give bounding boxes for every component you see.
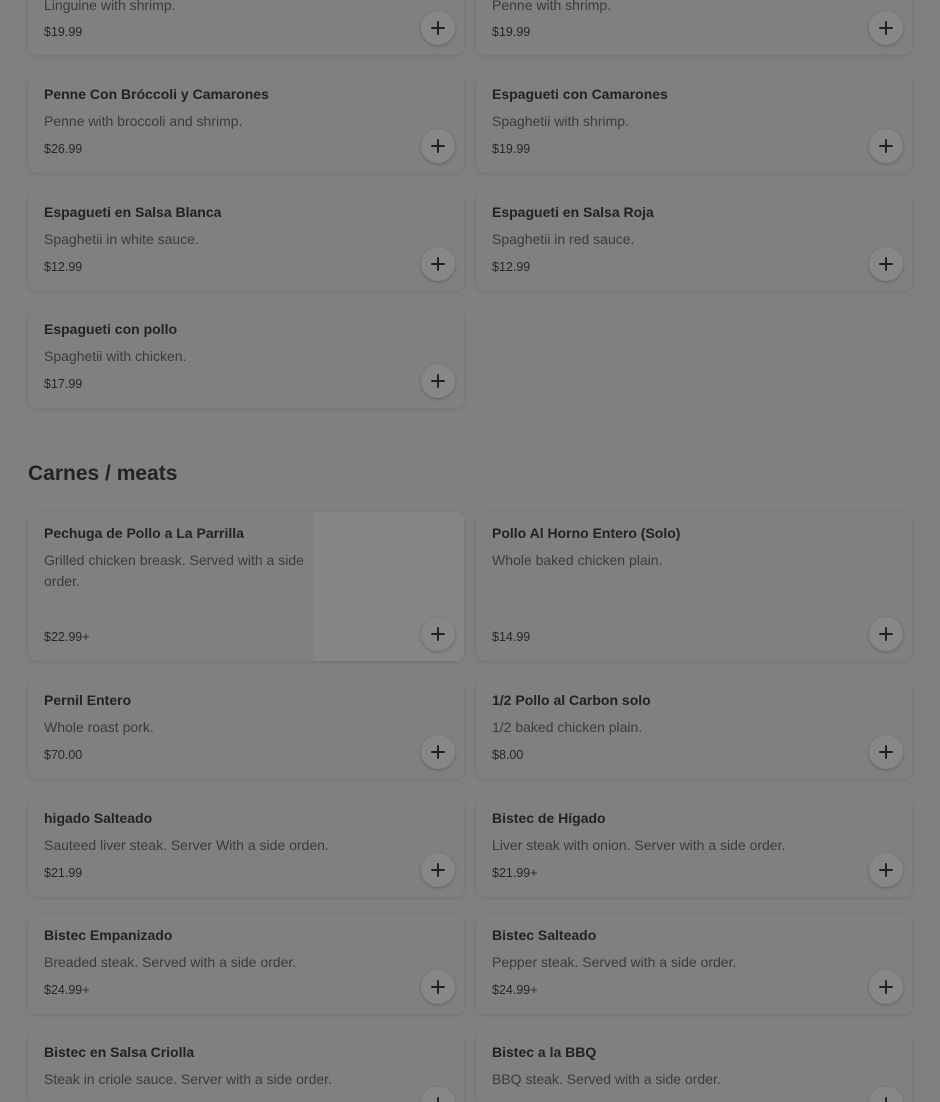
- plus-icon: [879, 745, 893, 759]
- item-description: Pepper steak. Served with a side order.: [492, 954, 737, 970]
- item-name: Espagueti con Camarones: [492, 86, 668, 102]
- menu-item-card[interactable]: [476, 914, 912, 1014]
- add-item-button[interactable]: [869, 1087, 903, 1102]
- plus-icon: [879, 21, 893, 35]
- menu-item-card[interactable]: [28, 73, 464, 173]
- item-price: $12.99: [44, 260, 83, 274]
- add-item-button[interactable]: [421, 247, 455, 281]
- item-price: $17.99: [44, 377, 83, 391]
- item-description: Spaghetii in white sauce.: [44, 231, 199, 247]
- item-name: Espagueti en Salsa Blanca: [44, 204, 222, 220]
- item-price: $19.99: [492, 25, 531, 39]
- add-item-button[interactable]: [869, 129, 903, 163]
- item-name: Pechuga de Pollo a La Parrilla: [44, 525, 244, 541]
- menu-item-card[interactable]: [476, 0, 912, 55]
- item-description: Grilled chicken breask. Served with a side order.: [44, 552, 304, 589]
- item-price: $19.99: [492, 142, 531, 156]
- add-item-button[interactable]: [421, 735, 455, 769]
- item-price: $70.00: [44, 748, 83, 762]
- item-price: $12.99: [492, 260, 531, 274]
- add-item-button[interactable]: [869, 970, 903, 1004]
- menu-item-card[interactable]: [476, 679, 912, 779]
- section-title-meats: Carnes / meats: [28, 462, 178, 485]
- item-description: Whole baked chicken plain.: [492, 552, 663, 568]
- item-name: Bistec a la BBQ: [492, 1044, 597, 1060]
- add-item-button[interactable]: [869, 247, 903, 281]
- item-name: higado Salteado: [44, 810, 153, 826]
- item-description: Spaghetii with shrimp.: [492, 113, 629, 129]
- menu-item-card[interactable]: [28, 797, 464, 897]
- menu-item-card[interactable]: [28, 191, 464, 291]
- add-item-button[interactable]: [869, 11, 903, 45]
- add-item-button[interactable]: [421, 970, 455, 1004]
- plus-icon: [879, 257, 893, 271]
- item-name: Espagueti con pollo: [44, 321, 178, 337]
- add-item-button[interactable]: [421, 11, 455, 45]
- item-name: Pernil Entero: [44, 692, 132, 708]
- item-name: Bistec Empanizado: [44, 927, 173, 943]
- menu-item-card[interactable]: [476, 797, 912, 897]
- item-description: Penne with shrimp.: [492, 0, 612, 13]
- item-name: Pollo Al Horno Entero (Solo): [492, 525, 681, 541]
- add-item-button[interactable]: [869, 735, 903, 769]
- item-description: Sauteed liver steak. Server With a side orden.: [44, 837, 329, 853]
- plus-icon: [431, 980, 445, 994]
- menu-item-card[interactable]: [28, 512, 464, 661]
- menu-item-card[interactable]: [476, 191, 912, 291]
- plus-icon: [879, 980, 893, 994]
- item-price: $24.99+: [44, 983, 90, 997]
- item-description: Steak in criole sauce. Server with a side order.: [44, 1071, 332, 1087]
- item-name: Bistec en Salsa Criolla: [44, 1044, 195, 1060]
- item-price: $22.99+: [44, 630, 90, 644]
- plus-icon: [431, 863, 445, 877]
- menu-item-card[interactable]: [28, 0, 464, 55]
- plus-icon: [879, 627, 893, 641]
- item-name: Espagueti en Salsa Roja: [492, 204, 654, 220]
- item-price: $21.99+: [492, 866, 538, 880]
- plus-icon: [879, 139, 893, 153]
- add-item-button[interactable]: [421, 129, 455, 163]
- menu-item-card[interactable]: [476, 1031, 912, 1102]
- add-item-button[interactable]: [421, 853, 455, 887]
- item-description: Breaded steak. Served with a side order.: [44, 954, 297, 970]
- menu-item-card[interactable]: [28, 914, 464, 1014]
- item-price: $24.99+: [492, 983, 538, 997]
- item-price: $21.99: [44, 866, 83, 880]
- menu-item-card[interactable]: [476, 73, 912, 173]
- item-description: Linguine with shrimp.: [44, 0, 176, 13]
- menu-item-card[interactable]: [28, 679, 464, 779]
- item-description: Spaghetii with chicken.: [44, 348, 187, 364]
- add-item-button[interactable]: [869, 853, 903, 887]
- add-item-button[interactable]: [421, 1087, 455, 1102]
- plus-icon: [431, 627, 445, 641]
- item-price: $26.99: [44, 142, 83, 156]
- item-description: BBQ steak. Served with a side order.: [492, 1071, 721, 1087]
- item-description: 1/2 baked chicken plain.: [492, 719, 643, 735]
- plus-icon: [431, 21, 445, 35]
- item-name: Bistec de Hígado: [492, 810, 606, 826]
- item-description: Spaghetii in red sauce.: [492, 231, 635, 247]
- plus-icon: [431, 139, 445, 153]
- item-description: Penne with broccoli and shrimp.: [44, 113, 243, 129]
- plus-icon: [431, 1097, 445, 1102]
- item-price: $14.99: [492, 630, 531, 644]
- plus-icon: [879, 1097, 893, 1102]
- plus-icon: [431, 374, 445, 388]
- item-price: $8.00: [492, 748, 524, 762]
- item-description: Whole roast pork.: [44, 719, 154, 735]
- add-item-button[interactable]: [421, 617, 455, 651]
- item-name: Bistec Salteado: [492, 927, 597, 943]
- item-price: $19.99: [44, 25, 83, 39]
- add-item-button[interactable]: [421, 364, 455, 398]
- item-name: Penne Con Bróccoli y Camarones: [44, 86, 269, 102]
- menu-item-card[interactable]: [28, 308, 464, 408]
- add-item-button[interactable]: [869, 617, 903, 651]
- menu-item-card[interactable]: [476, 512, 912, 661]
- menu-item-card[interactable]: [28, 1031, 464, 1102]
- plus-icon: [431, 257, 445, 271]
- item-description: Liver steak with onion. Server with a side order.: [492, 837, 786, 853]
- plus-icon: [431, 745, 445, 759]
- item-name: 1/2 Pollo al Carbon solo: [492, 692, 651, 708]
- plus-icon: [879, 863, 893, 877]
